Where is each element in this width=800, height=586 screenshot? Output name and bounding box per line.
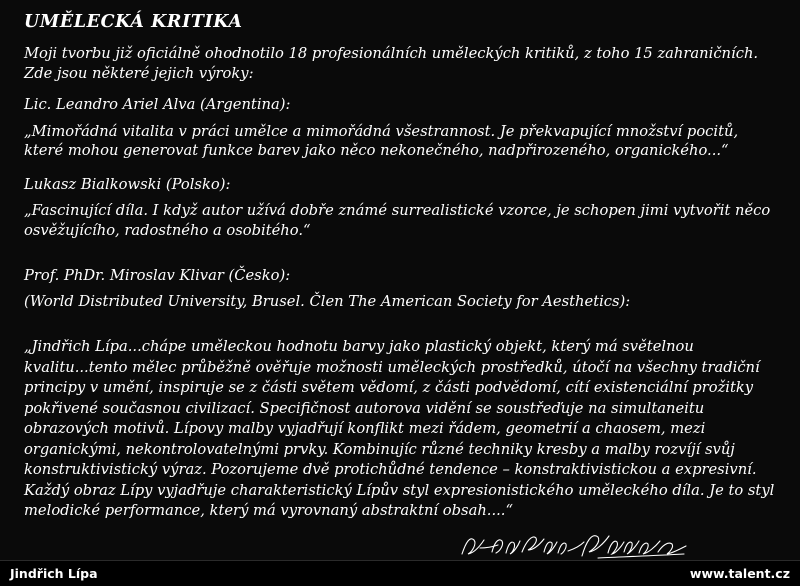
critic-name-1: Lic. Leandro Ariel Alva (Argentina):	[24, 96, 291, 114]
page-title: UMĚLECKÁ KRITIKA	[24, 12, 243, 32]
critic-name-2: Lukasz Bialkowski (Polsko):	[24, 175, 231, 193]
signature-image	[458, 528, 688, 564]
critic-quote-2: „Fascinující díla. I když autor užívá dobře známé surrealistické vzorce, je schopen jimi vytvořit něco osvěžujícího, radostného a osobitého.“	[24, 202, 771, 239]
intro-paragraph: Moji tvorbu již oficiálně ohodnotilo 18 profesionálních uměleckých kritiků, z toho 15 zahraničních. Zde jsou některé jejich výroky:	[24, 45, 759, 82]
footer-website[interactable]: www.talent.cz	[689, 566, 790, 581]
critic-quote-1: „Mimořádná vitalita v práci umělce a mimořádná všestrannost. Je překvapující množství pocitů, které mohou generovat funkce barev jako něco nekonečného, nadpřirozeného, organického...“	[24, 122, 739, 160]
footer-author: Jindřich Lípa	[10, 566, 98, 581]
critic-quote-3: „Jindřich Lípa...chápe uměleckou hodnotu barvy jako plastický objekt, který má světelnou kvalitu...tento mělec průběžně ověřuje možnosti uměleckých prostředků, útočí na všechny tradiční principy v umění, inspiruje se z části světem vědomí, z části podvědomí, cítí existenciální prožitky pokřivené současnou civilizací. Specifičnost autorova vidění se soustřeďuje na simultaneitu obrazových motivů. Lípovy malby vyjadřují konflikt mezi řádem, geometrií a chaosem, mezi organickými, nekontrolovatelnými prvky. Kombinujíc různé techniky kresby a malby rozvíjí svůj konstruktivistický výraz. Pozorujeme dvě protichůdné tendence – konstraktivistickou a expresivní. Každý obraz Lípy vyjadřuje charakteristický Lípův styl expresionistického uměleckého díla. Je to styl melodické performance, který má vyrovnaný abstraktní obsah....“	[24, 338, 775, 520]
page-footer	[0, 560, 800, 586]
critic-name-3: Prof. PhDr. Miroslav Klivar (Česko):	[24, 267, 291, 285]
critic-affiliation-3: (World Distributed University, Brusel. Člen The American Society for Aesthetics):	[24, 292, 631, 310]
